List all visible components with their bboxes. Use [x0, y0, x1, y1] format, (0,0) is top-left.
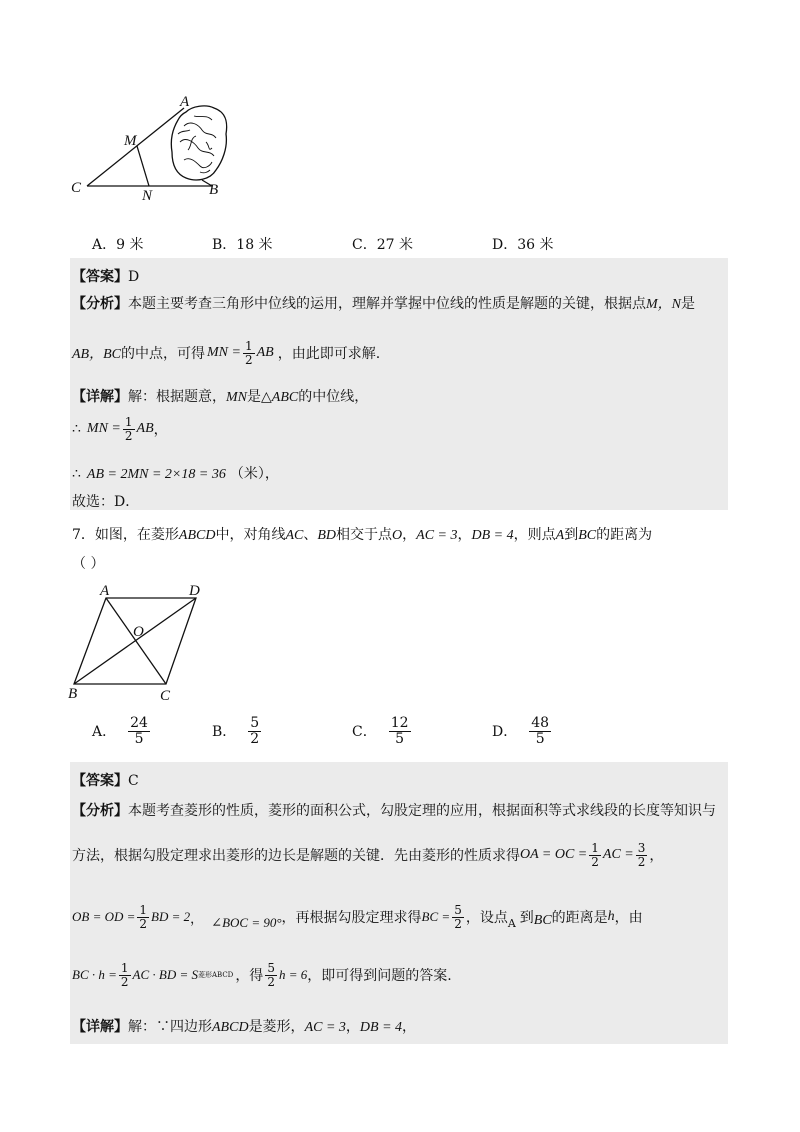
triangle-abc: △ABC	[261, 390, 299, 405]
denominator: 2	[124, 428, 133, 443]
formula-ac: AC =	[602, 847, 634, 863]
diagonal-bd	[74, 598, 196, 684]
diag-bd: BD	[317, 528, 337, 543]
therefore-symbol: ∴	[72, 421, 81, 438]
numerator: 12	[390, 715, 409, 731]
q6-answer-line	[72, 266, 139, 286]
detail-tag: 【详解】	[72, 389, 128, 405]
q7-answer-paren: （ ）	[72, 556, 105, 572]
fraction-half	[137, 904, 149, 930]
q6-detail-line-1	[72, 386, 368, 406]
analysis-text: ，	[190, 911, 204, 927]
numerator: 1	[591, 841, 599, 855]
fraction-half	[243, 340, 255, 366]
q7-analysis-line-2	[72, 842, 663, 868]
analysis-text: 本题主要考查三角形中位线的运用，理解并掌握中位线的性质是解题的关键，根据点	[128, 296, 646, 312]
formula-oa-oc: OA = OC =	[520, 847, 588, 863]
analysis-text: 的距离是	[551, 910, 608, 926]
analysis-text: ，由	[614, 910, 643, 926]
numerator: 1	[244, 339, 253, 353]
analysis-text: ，再根据勾股定理求得	[281, 910, 422, 926]
denominator: 5	[395, 730, 405, 747]
analysis-text: 到	[519, 910, 534, 926]
option-label: D．	[492, 237, 518, 253]
numerator: 5	[250, 715, 260, 731]
answer-value: D	[128, 269, 140, 285]
option-value: 18 米	[236, 237, 273, 253]
fig2-label-a: A	[100, 583, 110, 599]
variable-h: h	[607, 909, 615, 924]
option-label: A．	[92, 724, 117, 741]
formula-mn: MN =	[207, 345, 241, 361]
detail-text: 解：∵四边形	[128, 1019, 212, 1035]
option-label: C．	[352, 237, 377, 253]
detail-text: 是	[247, 389, 261, 405]
q6-option-d	[492, 234, 554, 254]
q7-option-c	[352, 716, 413, 746]
q6-detail-line-4	[72, 491, 139, 511]
db-value: DB = 4	[359, 1020, 403, 1035]
q7-analysis-line-4	[72, 962, 452, 988]
denominator: 2	[454, 916, 462, 931]
numerator: 1	[124, 415, 133, 429]
detail-text: ，	[402, 1019, 417, 1035]
stem-text: ，	[402, 527, 417, 543]
denominator: 2	[591, 854, 599, 869]
answer-tag: 【答案】	[72, 773, 128, 789]
fraction-five-halves	[265, 962, 277, 988]
option-label: D．	[492, 724, 518, 741]
denominator: 2	[120, 974, 129, 989]
analysis-tag: 【分析】	[72, 803, 128, 819]
q7-option-a	[92, 716, 152, 746]
analysis-text: ，	[649, 848, 664, 865]
formula-ab: AB	[136, 421, 154, 437]
fig1-label-b: B	[209, 182, 219, 198]
fig1-label-n: N	[142, 188, 153, 204]
option-fraction	[248, 716, 261, 746]
option-fraction	[529, 716, 551, 746]
fraction-three-halves	[636, 842, 648, 868]
option-value: 9 米	[116, 237, 144, 253]
stem-text: 7．如图，在菱形	[72, 527, 179, 543]
detail-text: 的中位线，	[298, 389, 369, 405]
answer-value: C	[128, 773, 139, 789]
fig2-label-o: O	[133, 624, 144, 640]
side-bc: BC	[533, 913, 552, 928]
detail-text: ，	[345, 1019, 360, 1035]
q6-option-b	[212, 234, 273, 254]
analysis-tag: 【分析】	[72, 296, 128, 312]
q7-stem	[72, 524, 652, 544]
formula-ab: AB	[256, 345, 274, 361]
numerator: 1	[120, 961, 129, 975]
numerator: 3	[637, 841, 646, 855]
q7-answer-line	[72, 770, 139, 790]
points-mn: M，N	[646, 297, 681, 312]
fraction-five-halves	[452, 904, 464, 930]
fig2-label-d: D	[189, 583, 200, 599]
analysis-text: ，得	[235, 968, 264, 985]
fig2-label-b: B	[68, 686, 78, 702]
option-label: B．	[212, 237, 237, 253]
ac-value: AC = 3	[304, 1020, 346, 1035]
analysis-text: 本题考查菱形的性质，菱形的面积公式，勾股定理的应用，根据面积等式求线段的长度等知识与	[128, 803, 716, 819]
analysis-text: 的中点，可得	[121, 346, 205, 363]
choice-text: 故选：D．	[72, 494, 140, 510]
formula-acbd: AC · BD = S	[132, 967, 198, 983]
formula-bc: BC =	[421, 909, 451, 924]
analysis-text-end: ，由此即可求解.	[277, 346, 381, 363]
q6-option-a	[92, 234, 143, 254]
denominator: 2	[250, 730, 260, 747]
option-fraction	[128, 716, 150, 746]
detail-text: 是菱形，	[248, 1019, 305, 1035]
segment-mn	[137, 146, 149, 186]
numerator: 5	[454, 902, 462, 917]
analysis-text: ，即可得到问题的答案.	[307, 968, 452, 985]
formula-bch: BC · h =	[72, 967, 117, 983]
formula-ab-36: AB = 2MN = 2×18 = 36	[86, 467, 226, 482]
option-label: B．	[212, 724, 237, 741]
q7-option-d	[492, 716, 553, 746]
stem-text: 到	[564, 527, 579, 543]
option-fraction	[389, 716, 411, 746]
analysis-text-end: 是	[681, 296, 695, 312]
rock-texture	[178, 116, 216, 173]
fig1-label-m: M	[124, 133, 137, 149]
unit-text: （米），	[229, 466, 279, 482]
q6-analysis-line-1	[72, 293, 695, 313]
formula-mn: MN =	[86, 421, 121, 437]
fraction-half	[119, 962, 131, 988]
q6-detail-line-2	[72, 416, 168, 442]
detail-text: ，	[153, 422, 168, 439]
formula-ob-od: OB = OD =	[72, 909, 136, 924]
rhombus-abcd: ABCD	[178, 528, 216, 543]
fig1-label-c: C	[71, 180, 82, 196]
therefore-symbol: ∴	[72, 466, 81, 482]
option-label: C．	[352, 724, 377, 741]
stem-text: ，则点	[513, 527, 556, 543]
stem-text: 中，对角线	[215, 527, 286, 543]
option-label: A．	[92, 237, 117, 253]
answer-tag: 【答案】	[72, 269, 128, 285]
q7-detail-line-1	[72, 1016, 416, 1036]
stem-text: 相交于点	[336, 527, 393, 543]
formula-bd: BD = 2	[151, 909, 191, 924]
fraction-half	[123, 416, 135, 442]
fig1-label-a: A	[180, 94, 190, 110]
stem-text: 、	[303, 527, 318, 543]
analysis-text: ，设点	[465, 910, 508, 926]
denominator: 5	[134, 730, 144, 747]
denominator: 2	[637, 854, 646, 869]
side-bc: BC	[578, 528, 597, 543]
numerator: 24	[130, 715, 148, 731]
fig2-label-c: C	[160, 688, 171, 704]
point-o: O	[392, 528, 403, 543]
denominator: 5	[535, 730, 545, 747]
numerator: 5	[267, 961, 275, 975]
formula-angle: ∠BOC = 90°	[211, 915, 282, 930]
stem-text: ，	[457, 527, 472, 543]
detail-text: 解：根据题意，	[128, 389, 226, 405]
q6-option-c	[352, 234, 413, 254]
points-ab-bc: AB，BC	[72, 347, 121, 363]
denominator: 2	[267, 974, 275, 989]
denominator: 2	[139, 916, 148, 931]
analysis-text: 方法，根据勾股定理求出菱形的边长是解题的关键．先由菱形的性质求得	[72, 848, 520, 865]
stem-text: 的距离为	[596, 527, 653, 543]
db-value: DB = 4	[471, 528, 514, 543]
ac-value: AC = 3	[416, 528, 458, 543]
numerator: 1	[139, 902, 148, 917]
rhombus-abcd: ABCD	[212, 1020, 249, 1035]
diag-ac: AC	[285, 528, 304, 543]
q7-analysis-line-1	[72, 800, 716, 820]
detail-tag: 【详解】	[72, 1019, 128, 1035]
numerator: 48	[531, 715, 550, 731]
point-a: A	[507, 916, 516, 930]
q6-analysis-line-2	[72, 340, 380, 366]
formula-h6: h = 6	[278, 967, 308, 983]
q7-analysis-line-3	[72, 903, 643, 931]
formula-mn: MN	[226, 390, 247, 405]
denominator: 2	[244, 352, 253, 367]
option-value: 27 米	[376, 237, 413, 253]
q6-detail-line-3	[72, 463, 279, 483]
fraction-half	[589, 842, 601, 868]
point-a: A	[555, 528, 565, 543]
q7-option-b	[212, 716, 263, 746]
area-subscript: 菱形ABCD	[198, 971, 234, 980]
option-value: 36 米	[517, 237, 554, 253]
